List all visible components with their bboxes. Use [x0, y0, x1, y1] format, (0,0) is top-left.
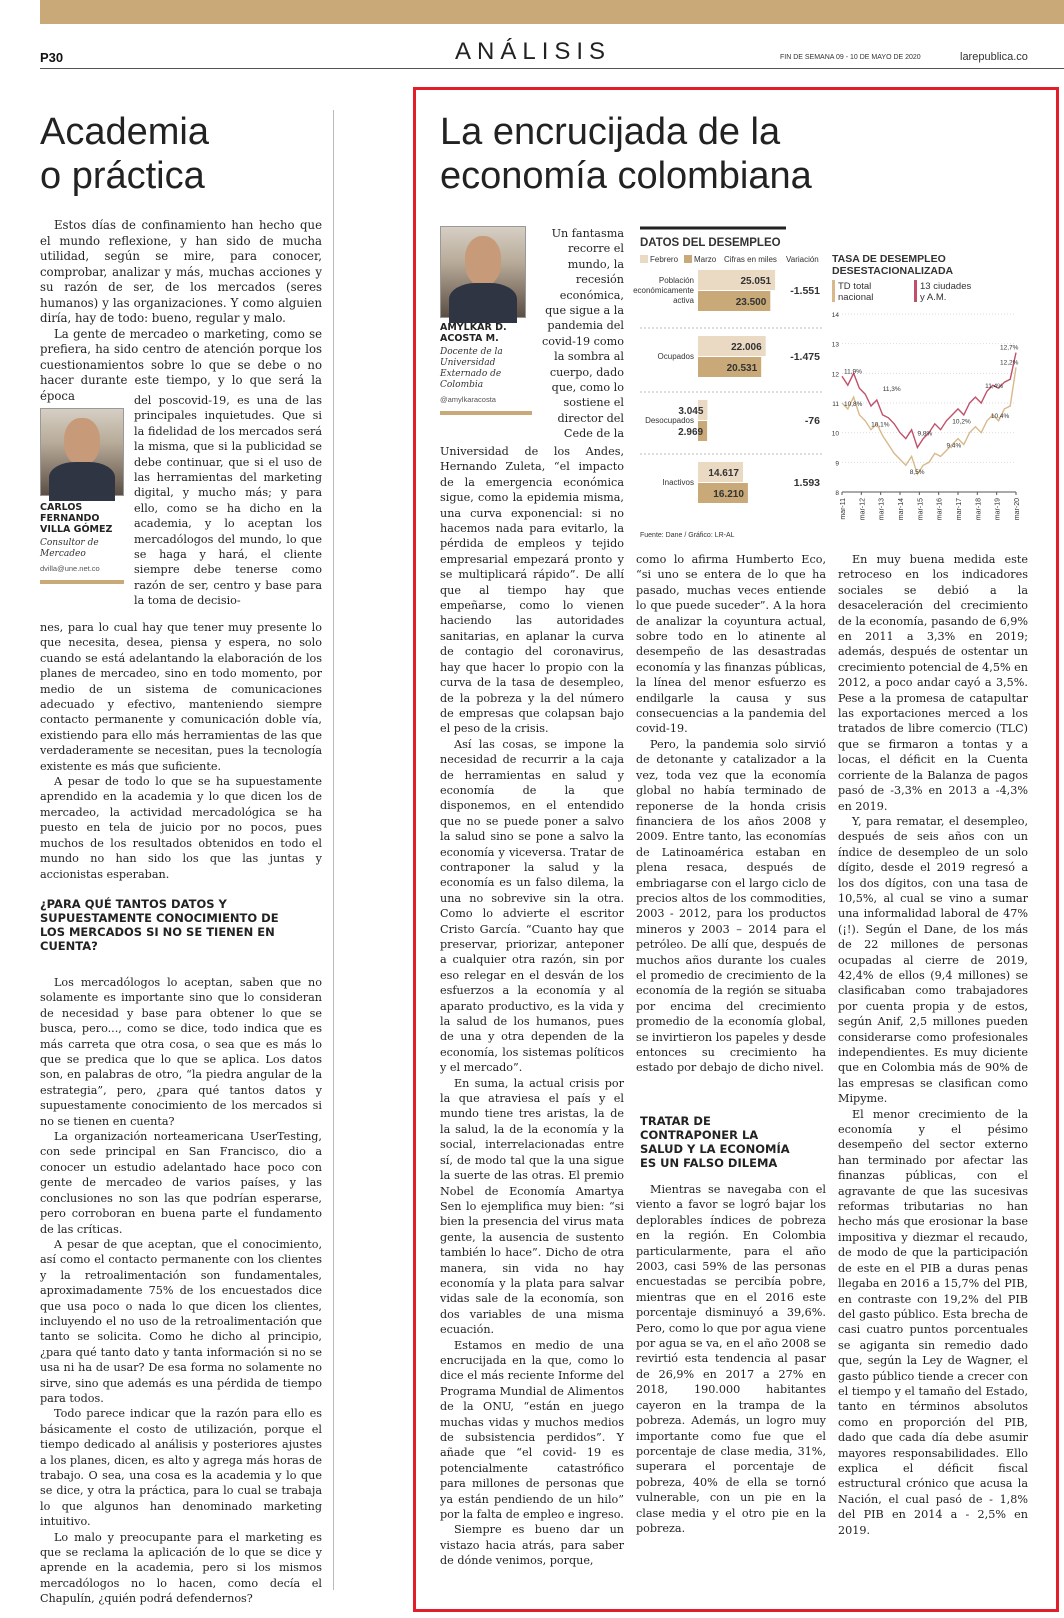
x-tick-label: mar-11 — [840, 498, 847, 520]
y-tick-label: 9 — [835, 460, 839, 468]
main-subhead: TRATAR DE CONTRAPONER LA SALUD Y LA ECONOMÍA ES UN FALSO DILEMA — [640, 1114, 790, 1170]
bar-value-label: 23.500 — [735, 297, 767, 308]
chart-source: Fuente: Dane / Gráfico: LR-AL — [640, 532, 735, 539]
data-label: 11,4% — [985, 383, 1004, 391]
main-col1-wrap: Un fantasma recorre el mundo, la recesión económica, que sigue a la pandemia del covid-19 como la sombra al cuerpo, dado que, como lo sostiene el director del Cede de la — [542, 227, 624, 441]
legend-marzo: Marzo — [694, 255, 717, 264]
data-label: 12,7% — [1000, 344, 1019, 352]
left-body-1: nes, para lo cual hay que tener muy presente lo que necesita, desea, piensa y espera, no solo cuando se está adelantando la elaboración de los planes de mercadeo, sino en todo momento, por medio de un sistema de comunicaciones adecuado y efectivo, manteniendo siempre contacto permanente y comunicación doble vía, existiendo para ello más herramientas de las que verdaderamente se necesitan, pues la tecnología existente es más que suficiente. A pesar de todo lo que se ha supuestamente aprendido en la academia y lo que dicen los de mercadeo, la actividad mercadológica se ha puesto en tela de juicio por no pocos, pues muchos de los resultados obtenidos en todo el mundo no han sido los que las juntas y accionistas esperaban. — [40, 621, 322, 881]
x-tick-label: mar-16 — [936, 498, 944, 521]
column-divider — [333, 110, 334, 1590]
main-col2-top: como lo afirma Humberto Eco, “si uno se entera de lo que ha pasado, muchas veces entiende lo que puede suceder”. A la hora de analizar la coyuntura actual, sobre todo en lo atinente al desempeño de las desastradas economía y las finanzas públicas, la línea del menor esfuerzo es endilgarle la causa y sus consecuencias a la pandemia del covid-19. Pero, la pandemia solo sirvió de detonante y catalizador a la vez, toda vez que la economía global no había terminado de reponerse de la honda crisis financiera de los años 2008 y 2009. Entre tanto, las economías de Latinoamérica estaban en plena resaca, después de embriagarse con el largo ciclo de precios altos de los commodities, 2003 - 2012, para los productos mineros y 2003 – 2014 para el petróleo. De allí que, después de muchos años durante los cuales el promedio de crecimiento de la economía de la región se situaba por encima del crecimiento promedio de la economía global, se invirtieron los papeles y desde entonces su crecimiento ha estado por debajo de dicho nivel. — [636, 553, 826, 1075]
data-label: 9,8% — [917, 430, 933, 438]
main-col1: Universidad de los Andes, Hernando Zuleta, “el impacto de la emergencia económica sigue, como la epidemia misma, una curva exponencial: si no hacemos nada para evitarlo, la pérdida de empleos y tejido empresarial empezará pronto y se multiplicará rápido”. De allí que al tiempo hay que empeñarse, como lo vienen haciendo las autoridades sanitarias, en aplanar la curva de contagio del coronavirus, hay que hacer lo propio con la curva de la tasa de desempleo, de la pobreza y la del número de empresas que colapsan bajo el peso de la crisis. Así las cosas, se impone la necesidad de recurrir a la caja de herramientas en salud y economía de la que disponemos, en el entendido que no se puede poner a salvo la salud sino se pone a salvo la economía y viceversa. Tratar de contraponer la salud y la economía es un falso dilema, la una no sobrevive sin la otra. Como lo advierte el escritor Cristo García. “Cuanto hay que preservar, priorizar, anteponer a cualquier otra razón, sin por eso relegar en el desván de los esfuerzos a la economía y al aparato productivo, es la vida y la salud de los humanos, pues de una y otra dependen de la economía, los sistemas políticos y el mercado”. En suma, la actual crisis por la que atraviesa el país y el mundo tiene tres aristas, la de la salud, la de la economía y la social, interrelacionadas entre sí, de modo tal que la una sigue la suerte de las otras. El premio Nobel de Economía Amartya Sen lo ejemplifica muy bien: “si bien la presencia del virus mata gente, la ausencia de sustento también lo hace”. Dicho de otra manera, sin vida no hay economía y la plata para salvar vidas sale de la economía, son dos variables de una misma ecuación. Estamos en medio de una encrucijada en la que, como lo dice el más reciente Informe del Programa Mundial de Alimentos de la ONU, “están en juego muchas vidas y muchos medios de subsistencia perdidos”. Y añade que “el covid- 19 es potencialmente catastrófico para millones de personas que ya están pendiendo de un hilo” por la falta de empleo e ingreso. Siempre es bueno dar un vistazo hacia atrás, para saber de dónde venimos, porque, — [440, 445, 625, 1568]
data-label: 10,2% — [952, 418, 971, 426]
category-label: Desocupados — [645, 416, 694, 425]
x-tick-label: mar-17 — [956, 498, 963, 521]
legend-cities-l1: 13 ciudades — [920, 281, 972, 292]
left-byline: CARLOS FERNANDO VILLA GÓMEZ Consultor de Mercadeo dvilla@une.net.co — [40, 502, 124, 584]
line-chart-title-1: TASA DE DESEMPLEO — [832, 253, 946, 265]
bar-value-label: 20.531 — [726, 363, 758, 374]
variation-value: 1.593 — [793, 477, 820, 489]
data-label: 11,3% — [882, 386, 901, 394]
y-tick-label: 8 — [835, 490, 839, 497]
left-article-title: Academia o práctica — [40, 111, 209, 197]
left-intro: Estos días de confinamiento han hecho que el mundo reflexione, y han sido de mucha utilidad, según se mire, para conocer, comprobar, analizar y más, muchas acciones y su razón de ser, de los mercados (seres humanos) y las organizaciones. Y como alguien diría, hay de todo: bueno, regular y malo. La gente de mercadeo o marketing, como se prefiera, ha sido centro de atención porque los cuestionamientos sobre lo que se debe o no hacer durante este tiempo, y lo que será la época — [40, 218, 322, 403]
category-label: activa — [673, 296, 694, 305]
author-photo-main — [440, 226, 526, 318]
category-label: Población — [658, 276, 694, 285]
variation-value: -76 — [804, 415, 820, 427]
bar-value-label: 16.210 — [713, 489, 744, 500]
bar-value-label: 2.969 — [678, 427, 704, 438]
x-tick-label: mar-12 — [859, 498, 867, 521]
y-tick-label: 14 — [831, 312, 839, 319]
data-label: 10,1% — [871, 421, 890, 429]
page-number: P30 — [40, 50, 64, 65]
legend-febrero: Febrero — [650, 255, 679, 264]
variation-header: Variación — [786, 255, 819, 264]
legend-national-l1: TD total — [838, 281, 872, 292]
top-color-bar — [40, 0, 1064, 24]
line-chart-title-2: DESESTACIONALIZADA — [832, 265, 954, 277]
units-note: Cifras en miles — [724, 255, 777, 264]
x-tick-label: mar-15 — [917, 498, 925, 521]
section-title: ANÁLISIS — [455, 38, 612, 65]
y-tick-label: 13 — [831, 341, 839, 349]
y-tick-label: 10 — [831, 430, 839, 438]
y-tick-label: 11 — [832, 401, 839, 408]
bar-value-label: 14.617 — [708, 468, 739, 479]
legend-swatch-marzo — [684, 255, 692, 263]
main-col2-bottom: Mientras se navegaba con el viento a favor se logró bajar los deplorables índices de pobreza en la región. En Colombia particularmente, para el año 2003, casi 59% de las personas encuestadas se percibía pobre, mientras que en el 2016 este porcentaje disminuyó a 39,6%. Pero, como lo que por agua viene por agua se va, en el año 2008 se revirtió esta tendencia al pasar de 26,9% en 2017 a 27% en 2018, 190.000 habitantes cayeron en la trampa de la pobreza. Además, un logro muy importante como fue que el porcentaje de clase media, 31%, superara el porcentaje de pobreza, 40% de ella se tornó vulnerable, con un pie en la clase media y el otro pie en la pobreza. — [636, 1183, 826, 1535]
bar-chart-title: DATOS DEL DESEMPLEO — [640, 237, 781, 249]
category-label: económicamente — [633, 286, 694, 295]
main-byline: AMYLKAR D. ACOSTA M. Docente de la Universidad Externado de Colombia @amylkaracosta — [440, 322, 532, 415]
left-wrap-text: del poscovid-19, es una de las principales inquietudes. Que si la fidelidad de los mercados será la misma, que si la publicidad se debe continuar, que si el uso de las herramientas del marketing digital, y mucho más; y para ello, como se ha dicho en la academia, y lo aceptan los mercadólogos del mundo, lo que se haga y hará, el cliente siempre debe tenerse como razón de ser, centro y base para la toma de decisio- — [134, 394, 322, 608]
unemployment-data-chart — [633, 226, 826, 542]
legend-national-l2: nacional — [838, 292, 874, 303]
category-label: Inactivos — [662, 478, 694, 487]
left-body-2: Los mercadólogos lo aceptan, saben que no solamente es importante sino que lo consideran de necesidad y base para obtener lo que se busca, pero..., como se dice, todo indica que es más carreta que otra cosa, o sea que es más lo que se predica que lo que se aplica. Los datos son, en palabras de otro, “la piedra angular de la estrategia”, pero, ¿para qué tantos datos y supuestamente conocimiento de los mercados si no se tienen en cuenta? La organización norteamericana UserTesting, con sede principal en San Francisco, dio a conocer un estudio adelantado hace poco con gente de mercadeo de varios países, y las conclusiones no son las que podrían esperarse, pero corroboran en buena parte el fundamento de las críticas. A pesar de que aceptan, que el conocimiento, así como el contacto permanente con los clientes y la retroalimentación son fundamentales, aproximadamente 75% de los encuestados dice que usa poco o nada lo que dicen los clientes, incluyendo el no uso de la retroalimentación que tanto se solicita. Como he dicho al principio, ¿para qué tanto dato y tanta información si no se usa ni ha de usar? De esa forma no solamente no sirve, sino que además es una pérdida de tiempo para todos. Todo parece indicar que la razón para ello es básicamente el costo de utilización, porque el tiempo dedicado al análisis y posteriores ajustes a los planes, dicen, es alto y agrega más horas de trabajo. O sea, una cosa es la academia y lo que se dice, y otra la práctica, para lo cual se trabaja lo que algunos han denominado marketing intuitivo. Lo malo y preocupante para el marketing es que se reclama la aplicación de lo que se dice y aprende en la academia, pero si los mismos mercadólogos no lo hacen, como decía el Chapulín, ¿quién podrá defendernos? — [40, 976, 322, 1606]
x-tick-label: mar-13 — [878, 498, 886, 521]
y-tick-label: 12 — [831, 371, 839, 379]
variation-value: -1.475 — [790, 351, 820, 363]
author-photo-left — [40, 408, 124, 496]
issue-date: FIN DE SEMANA 09 - 10 DE MAYO DE 2020 — [780, 54, 921, 61]
header-rule — [40, 68, 1064, 69]
bar-value-label: 3.045 — [678, 406, 704, 417]
x-tick-label: mar-18 — [975, 498, 983, 521]
left-subhead: ¿PARA QUÉ TANTOS DATOS Y SUPUESTAMENTE CONOCIMIENTO DE LOS MERCADOS SI NO SE TIENEN EN CUENTA? — [40, 897, 279, 953]
legend-swatch-national — [832, 280, 835, 302]
x-tick-label: mar-20 — [1014, 498, 1021, 521]
x-tick-label: mar-19 — [994, 498, 1002, 521]
data-label: 10,8% — [844, 400, 863, 408]
data-label: 10,4% — [990, 412, 1010, 420]
main-article-title: La encrucijada de la economía colombiana — [440, 111, 812, 197]
variation-value: -1.551 — [790, 285, 820, 297]
legend-swatch-febrero — [640, 255, 648, 263]
unemployment-rate-chart — [828, 252, 1028, 542]
data-label: 8,5% — [909, 469, 925, 477]
x-tick-label: mar-14 — [898, 498, 905, 521]
bar-value-label: 22.006 — [731, 342, 762, 353]
category-label: Ocupados — [657, 352, 694, 361]
bar-value-label: 25.051 — [740, 276, 772, 287]
main-col3: En muy buena medida este retroceso en los indicadores sociales se debió a la desaceleración del crecimiento de la economía, pasando de 6,9% en 2011 a 3,3% en 2019; además, después de ostentar un crecimiento potencial de 4,5% en 2012, a poco andar cayó a 3,5%. Pese a la promesa de catapultar las exportaciones merced a los tratados de libre comercio (TLC) que se firmaron a tontas y a locas, el déficit en la Cuenta corriente de la Balanza de pagos pasó de -3,3% en 2013 a -4,3% en 2019. Y, para rematar, el desempleo, después de seis años con un índice de desempleo de un solo dígito, desde el 2019 regresó a los dos dígitos, con una tasa de 10,5%, al cual se vino a sumar una informalidad laboral de 47% (¡!). Según el Dane, de los más de 22 millones de personas ocupadas al cierre de 2019, 42,4% de ellos (9,4 millones) se clasificaban como trabajadores por cuenta propia y de estos, según Anif, 2,5 millones pueden considerarse como profesionales independientes. Es muy diciente que en Colombia más de 90% de las empresas se clasifican como Mipyme. El menor crecimiento de la economía y el pésimo desempeño del sector externo han terminado por afectar las finanzas públicas, con el agravante de que las sucesivas reformas tributarias no han hecho más que erosionar la base impositiva y diezmar el recaudo, de modo de que la participación de este en el PIB a duras penas llegaba en 2016 a 15,7% del PIB, en contraste con 19,2% del PIB del gasto público. Esta brecha de casi cuatro puntos porcentuales se agiganta sin remedio dado que, según la Ley de Wagner, el gasto público tiende a crecer con el tiempo y el tamaño del Estado, tanto en términos absolutos como en proporción del PIB, dado que cada día debe asumir mayores responsabilidades. Ello explica el déficit fiscal estructural crónico que acusa la Nación, el cual pasó de - 1,8% del PIB en 2014 a - 2,5% en 2019. — [838, 553, 1028, 1537]
data-label: 12,2% — [1000, 359, 1019, 367]
data-label: 9,4% — [946, 442, 962, 450]
data-label: 11,9% — [844, 368, 862, 376]
site-name[interactable]: larepublica.co — [960, 51, 1028, 63]
legend-cities-l2: y A.M. — [920, 292, 947, 303]
legend-swatch-cities — [914, 280, 917, 302]
